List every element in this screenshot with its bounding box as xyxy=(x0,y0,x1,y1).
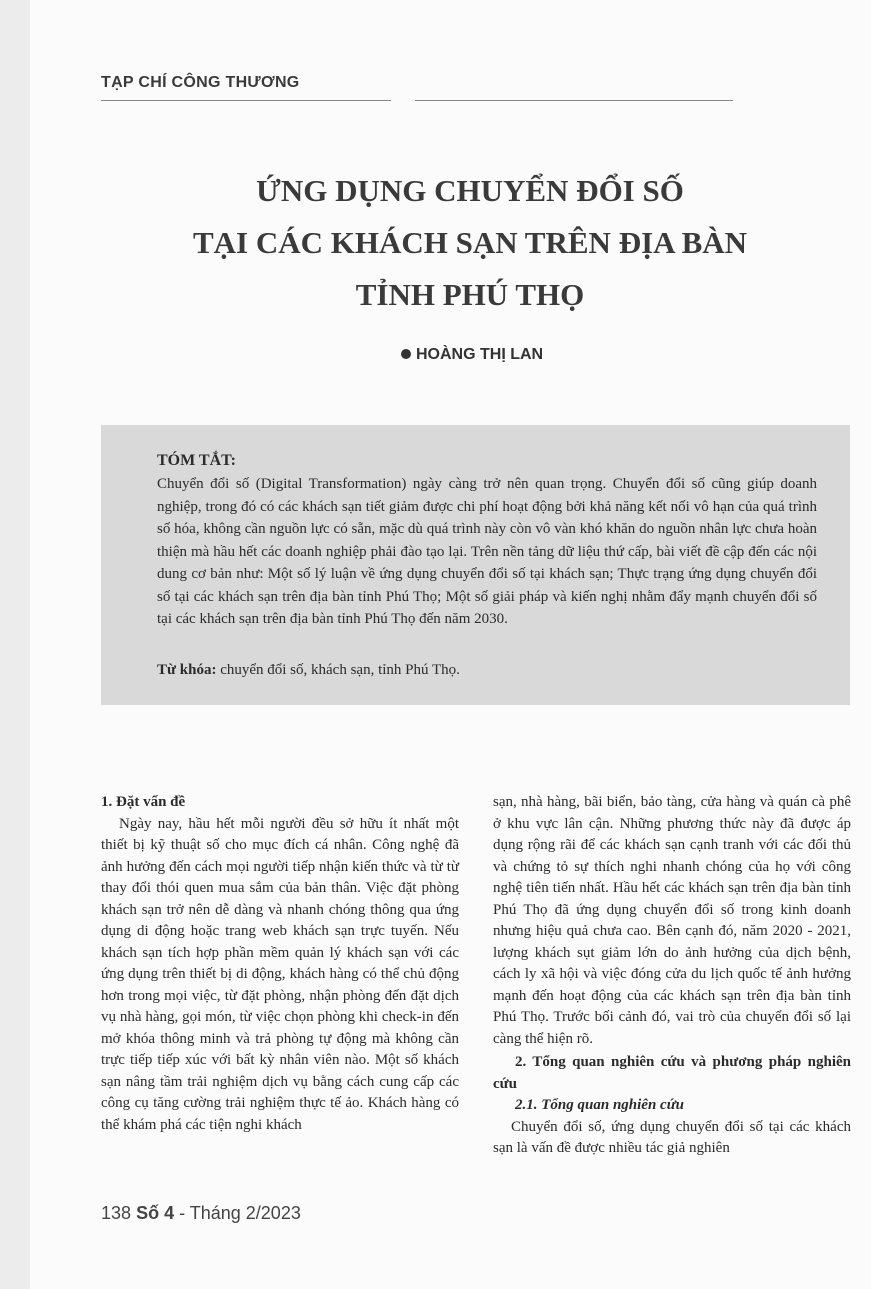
continued-paragraph: sạn, nhà hàng, bãi biển, bảo tàng, cửa hàng và quán cà phê ở khu vực lân cận. Những phương thức này đã được áp dụng rộng rãi để các khách sạn cạnh tranh với các đối thủ và chứng tỏ sự thích nghi nhanh chóng của họ với công nghệ tiên tiến nhất. Hầu hết các khách sạn trên địa bàn tỉnh Phú Thọ đã ứng dụng chuyển đổi số trong kinh doanh nhưng hiệu quả chưa cao. Bên cạnh đó, năm 2020 - 2021, lượng khách sụt giảm lớn do ảnh hưởng của dịch bệnh, cách ly xã hội và việc đóng cửa du lịch quốc tế ảnh hưởng mạnh đến hoạt động của các khách sạn trên địa bàn tỉnh Phú Thọ. Trước bối cảnh đó, vai trò của chuyển đổi số lại càng thể hiện rõ. xyxy=(493,794,851,1047)
column-right xyxy=(493,792,851,1160)
keywords xyxy=(157,662,460,679)
keywords-label: Từ khóa: xyxy=(157,662,217,678)
abstract-text: Chuyển đổi số (Digital Transformation) ngày càng trở nên quan trọng. Chuyển đổi số cũng giúp doanh nghiệp, trong đó có các khách sạn tiết giảm được chi phí hoạt động bởi khả năng kết nối vô hạn của quá trình số hóa, không cần nguồn lực có sẵn, mặc dù quá trình này còn vô vàn khó khăn do nguồn nhân lực chưa hoàn thiện mà hầu hết các doanh nghiệp phải đào tạo lại. Trên nền tảng dữ liệu thứ cấp, bài viết đề cập đến các nội dung cơ bản như: Một số lý luận về ứng dụng chuyển đổi số tại khách sạn; Thực trạng ứng dụng chuyển đổi số tại các khách sạn trên địa bàn tỉnh Phú Thọ; Một số giải pháp và kiến nghị nhằm đẩy mạnh chuyển đổi số tại các khách sạn trên địa bàn tỉnh Phú Thọ đến năm 2030. xyxy=(157,476,817,627)
section-1-heading: 1. Đặt vấn đề xyxy=(101,794,186,810)
page-number: 138 xyxy=(101,1203,132,1223)
section-1-paragraph: Ngày nay, hầu hết mỗi người đều sở hữu ít nhất một thiết bị kỹ thuật số cho mục đích cá nhân. Công nghệ đã ảnh hưởng đến cách mọi người tiếp nhận kiến thức và từ từ thay đổi thói quen mua sắm của bản thân. Việc đặt phòng khách sạn trở nên dễ dàng và nhanh chóng thông qua ứng dụng di động hoặc trang web khách sạn trực tuyến. Nếu khách sạn tích hợp phần mềm quản lý khách sạn với các ứng dụng trên thiết bị di động, khách hàng có thể chủ động hơn trong mọi việc, từ đặt phòng, nhận phòng đến đặt dịch vụ nhà hàng, gọi món, từ việc chọn phòng khi check-in đến mở khóa thông minh và trả phòng tự động mà không cần trực tiếp tiếp xúc với bất kỳ nhân viên nào. Một số khách sạn nâng tầm trải nghiệm dịch vụ bằng cách cung cấp các công cụ tăng cường trải nghiệm thực tế ảo. Khách hàng có thể khám phá các tiện nghi khách xyxy=(101,815,459,1133)
abstract-heading: TÓM TẮT: xyxy=(157,452,236,469)
title-line-3: TỈNH PHÚ THỌ xyxy=(355,277,585,312)
author-name: HOÀNG THỊ LAN xyxy=(416,346,544,363)
title-line-2: TẠI CÁC KHÁCH SẠN TRÊN ĐỊA BÀN xyxy=(192,225,748,260)
keywords-text: chuyển đổi số, khách sạn, tỉnh Phú Thọ. xyxy=(216,662,460,678)
section-2-heading: 2. Tổng quan nghiên cứu và phương pháp nghiên cứu xyxy=(493,1054,851,1092)
header-rule-right xyxy=(415,100,733,101)
author-line xyxy=(401,346,543,364)
article-title xyxy=(120,165,820,321)
issue-number: Số 4 xyxy=(136,1203,175,1223)
page-footer xyxy=(101,1203,301,1224)
title-line-1: ỨNG DỤNG CHUYỂN ĐỔI SỐ xyxy=(256,173,684,208)
section-2-1-paragraph: Chuyển đổi số, ứng dụng chuyển đổi số tại các khách sạn là vấn đề được nhiều tác giả nghiên xyxy=(493,1118,851,1156)
header-rule-left xyxy=(101,100,391,101)
journal-name: TẠP CHÍ CÔNG THƯƠNG xyxy=(101,74,300,91)
page-edge-shadow xyxy=(0,0,30,1289)
bullet-icon xyxy=(401,349,411,359)
issue-date: - Tháng 2/2023 xyxy=(174,1203,301,1223)
column-left xyxy=(101,792,459,1136)
section-2-1-heading: 2.1. Tổng quan nghiên cứu xyxy=(515,1097,685,1113)
